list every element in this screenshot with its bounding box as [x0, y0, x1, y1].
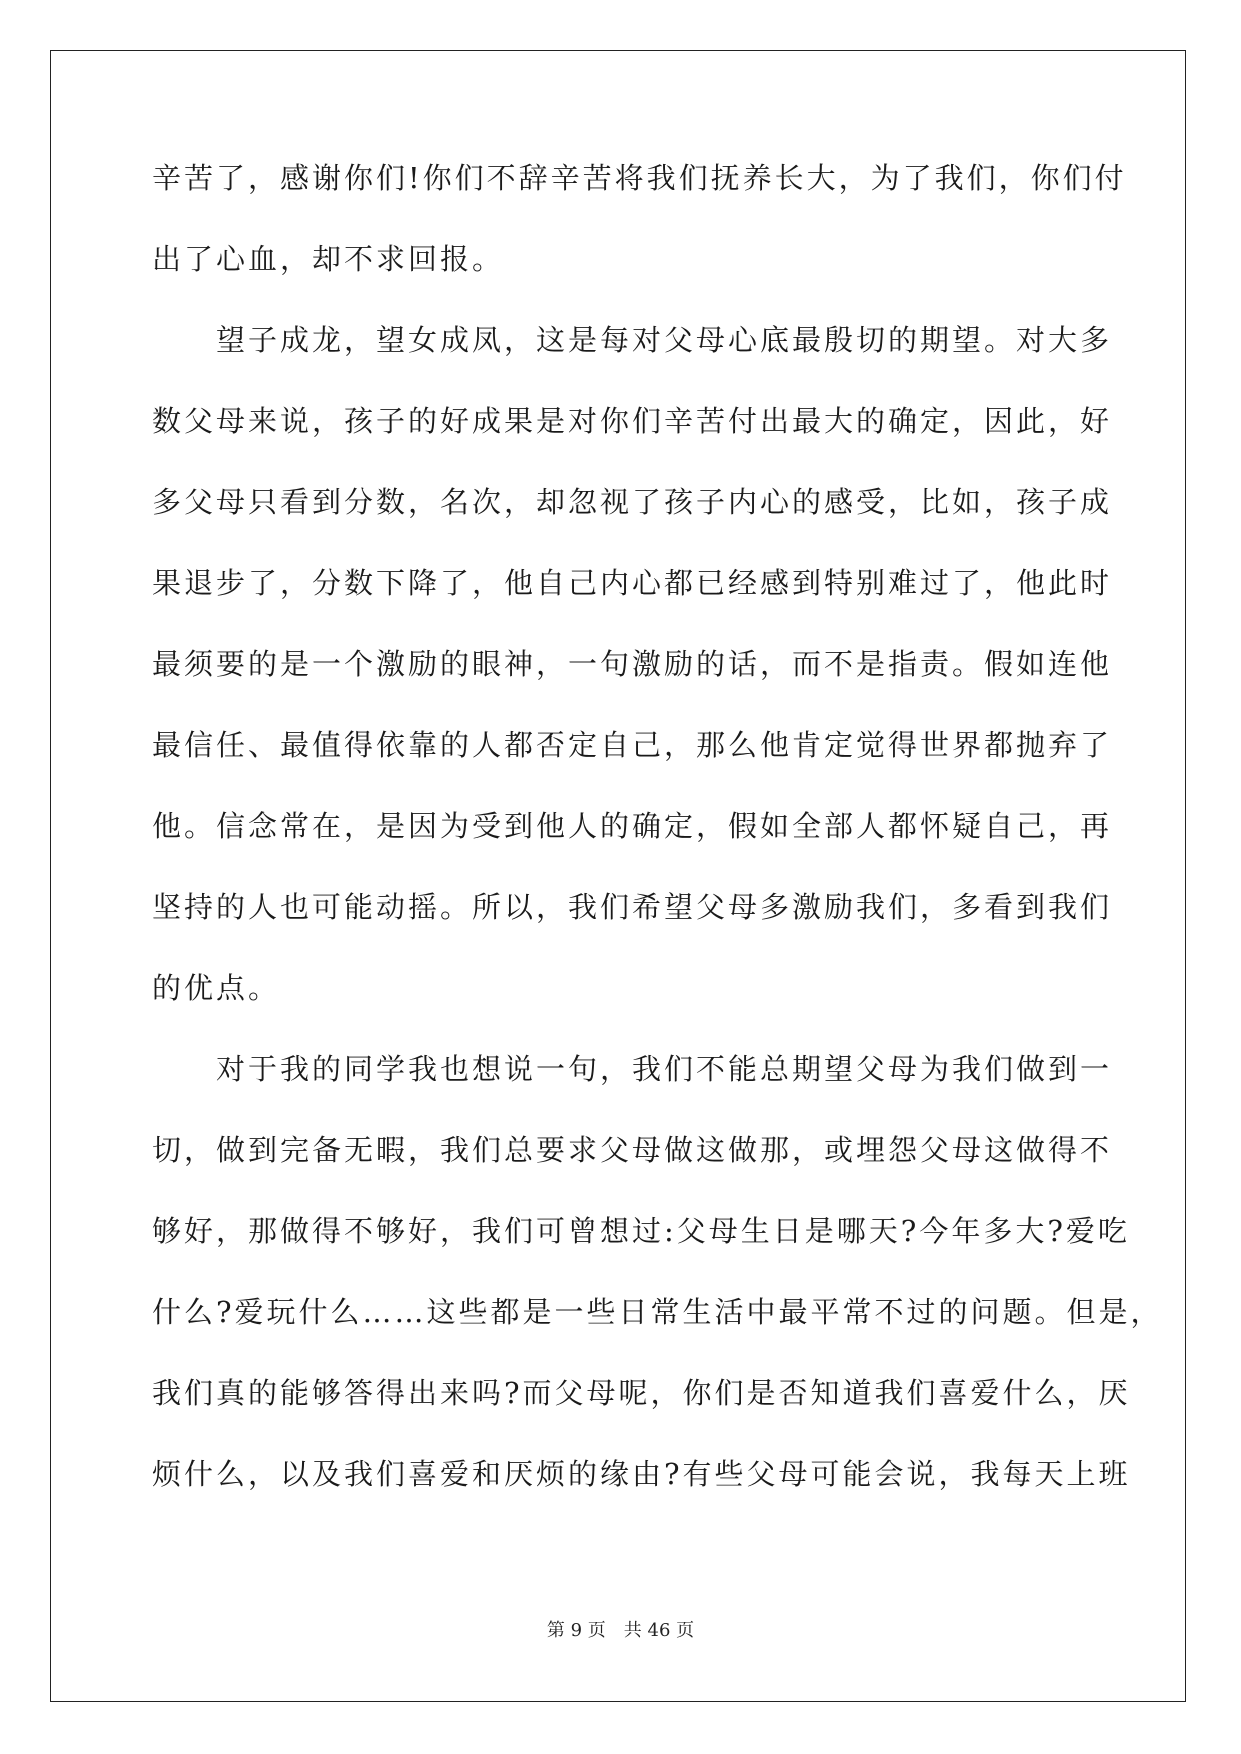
text-line: 辛苦了，感谢你们!你们不辞辛苦将我们抚养长大，为了我们，你们付	[152, 161, 1127, 195]
text-line: 出了心血，却不求回报。	[152, 242, 505, 276]
text-line: 烦什么，以及我们喜爱和厌烦的缘由?有些父母可能会说，我每天上班	[152, 1457, 1131, 1491]
text-line: 望子成龙，望女成凤，这是每对父母心底最殷切的期望。对大多	[152, 323, 1113, 357]
text-line: 最信任、最值得依靠的人都否定自己，那么他肯定觉得世界都抛弃了	[152, 728, 1113, 762]
text-line: 什么?爱玩什么……这些都是一些日常生活中最平常不过的问题。但是，	[152, 1295, 1163, 1329]
text-line: 的优点。	[152, 971, 281, 1005]
page-total: 共 46 页	[623, 1620, 695, 1641]
document-body	[152, 161, 1163, 1540]
text-line: 坚持的人也可能动摇。所以，我们希望父母多激励我们，多看到我们	[152, 890, 1113, 924]
text-line: 对于我的同学我也想说一句，我们不能总期望父母为我们做到一	[152, 1052, 1113, 1086]
text-line: 他。信念常在，是因为受到他人的确定，假如全部人都怀疑自己，再	[152, 809, 1113, 843]
text-line: 最须要的是一个激励的眼神，一句激励的话，而不是指责。假如连他	[152, 647, 1113, 681]
text-line: 数父母来说，孩子的好成果是对你们辛苦付出最大的确定，因此，好	[152, 404, 1113, 438]
text-line: 我们真的能够答得出来吗?而父母呢，你们是否知道我们喜爱什么，厌	[152, 1376, 1131, 1410]
text-line: 够好，那做得不够好，我们可曾想过:父母生日是哪天?今年多大?爱吃	[152, 1214, 1130, 1248]
page-number: 第 9 页	[546, 1620, 606, 1641]
page-footer	[0, 1616, 1241, 1642]
text-line: 多父母只看到分数，名次，却忽视了孩子内心的感受，比如，孩子成	[152, 485, 1113, 519]
text-line: 切，做到完备无暇，我们总要求父母做这做那，或埋怨父母这做得不	[152, 1133, 1113, 1167]
text-line: 果退步了，分数下降了，他自己内心都已经感到特别难过了，他此时	[152, 566, 1113, 600]
